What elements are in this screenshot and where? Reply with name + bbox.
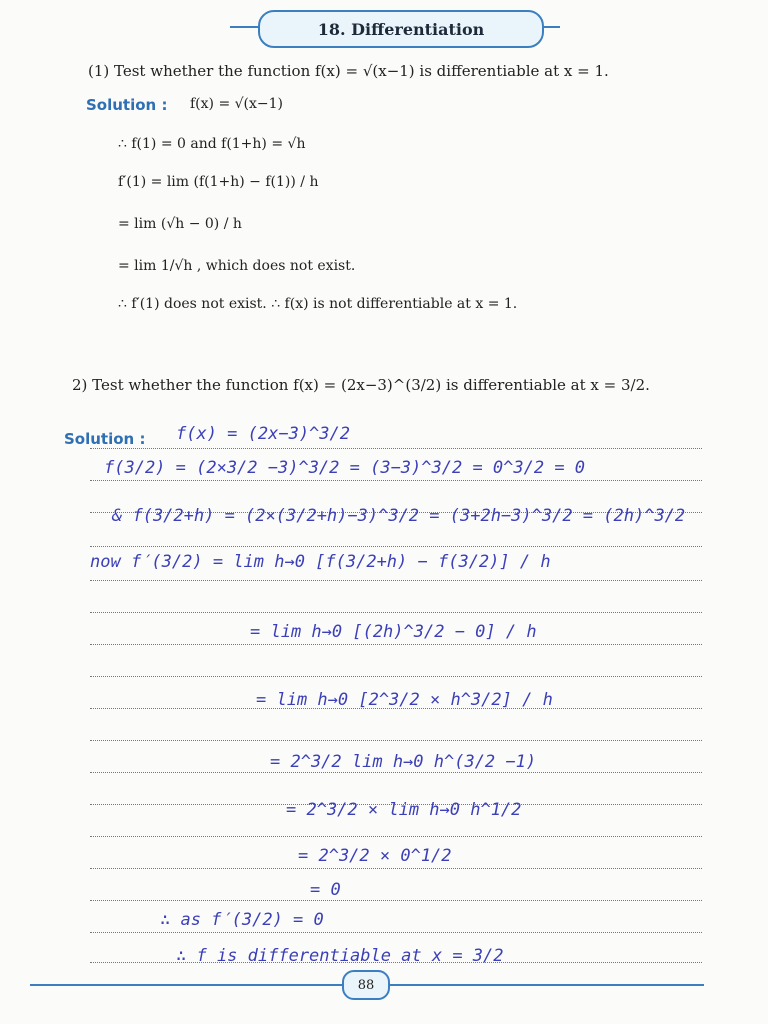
hand-line-9: = 2^3/2 × 0^1/2: [298, 846, 452, 866]
hand-line-4: now f′(3/2) = lim h→0 [f(3/2+h) − f(3/2)] / h: [90, 552, 551, 572]
q1-line-6: ∴ f′(1) does not exist. ∴ f(x) is not differentiable at x = 1.: [118, 296, 518, 312]
hand-line-3: & f(3/2+h) = (2×(3/2+h)−3)^3/2 = (3+2h−3)^3/2 = (2h)^3/2: [112, 506, 686, 526]
writing-line: [90, 580, 702, 581]
hand-line-2: f(3/2) = (2×3/2 −3)^3/2 = (3−3)^3/2 = 0^3/2 = 0: [104, 458, 586, 478]
q1-line-5: = lim 1/√h , which does not exist.: [118, 258, 356, 274]
q1-line-2: ∴ f(1) = 0 and f(1+h) = √h: [118, 136, 306, 152]
writing-line: [90, 644, 702, 645]
hand-line-8: = 2^3/2 × lim h→0 h^1/2: [286, 800, 522, 820]
writing-line: [90, 836, 702, 837]
hand-line-5: = lim h→0 [(2h)^3/2 − 0] / h: [250, 622, 537, 642]
writing-line: [90, 900, 702, 901]
q1-line-4: = lim (√h − 0) / h: [118, 216, 242, 232]
writing-line: [90, 676, 702, 677]
hand-line-6: = lim h→0 [2^3/2 × h^3/2] / h: [256, 690, 553, 710]
q1-line-1: f(x) = √(x−1): [190, 96, 284, 112]
footer-rule-left: [30, 984, 344, 986]
solution-2-label: Solution :: [64, 430, 146, 448]
q1-line-3: f′(1) = lim (f(1+h) − f(1)) / h: [118, 174, 319, 190]
hand-line-11: ∴ as f′(3/2) = 0: [160, 910, 324, 930]
writing-line: [90, 448, 702, 449]
footer-rule-right: [384, 984, 704, 986]
page-number: 88: [342, 970, 390, 1000]
solution-1-label: Solution :: [86, 96, 168, 114]
hand-line-10: = 0: [310, 880, 341, 900]
question-1: (1) Test whether the function f(x) = √(x−1) is differentiable at x = 1.: [88, 62, 609, 80]
writing-line: [90, 868, 702, 869]
hand-line-7: = 2^3/2 lim h→0 h^(3/2 −1): [270, 752, 537, 772]
writing-line: [90, 612, 702, 613]
question-2: 2) Test whether the function f(x) = (2x−3)^(3/2) is differentiable at x = 3/2.: [72, 376, 650, 394]
writing-line: [90, 772, 702, 773]
header-rule-left: [230, 26, 260, 28]
writing-line: [90, 480, 702, 481]
writing-line: [90, 740, 702, 741]
chapter-title: 18. Differentiation: [258, 10, 544, 48]
hand-line-1: f(x) = (2x−3)^3/2: [176, 424, 350, 444]
hand-line-12: ∴ f is differentiable at x = 3/2: [176, 946, 504, 966]
writing-line: [90, 546, 702, 547]
writing-line: [90, 932, 702, 933]
